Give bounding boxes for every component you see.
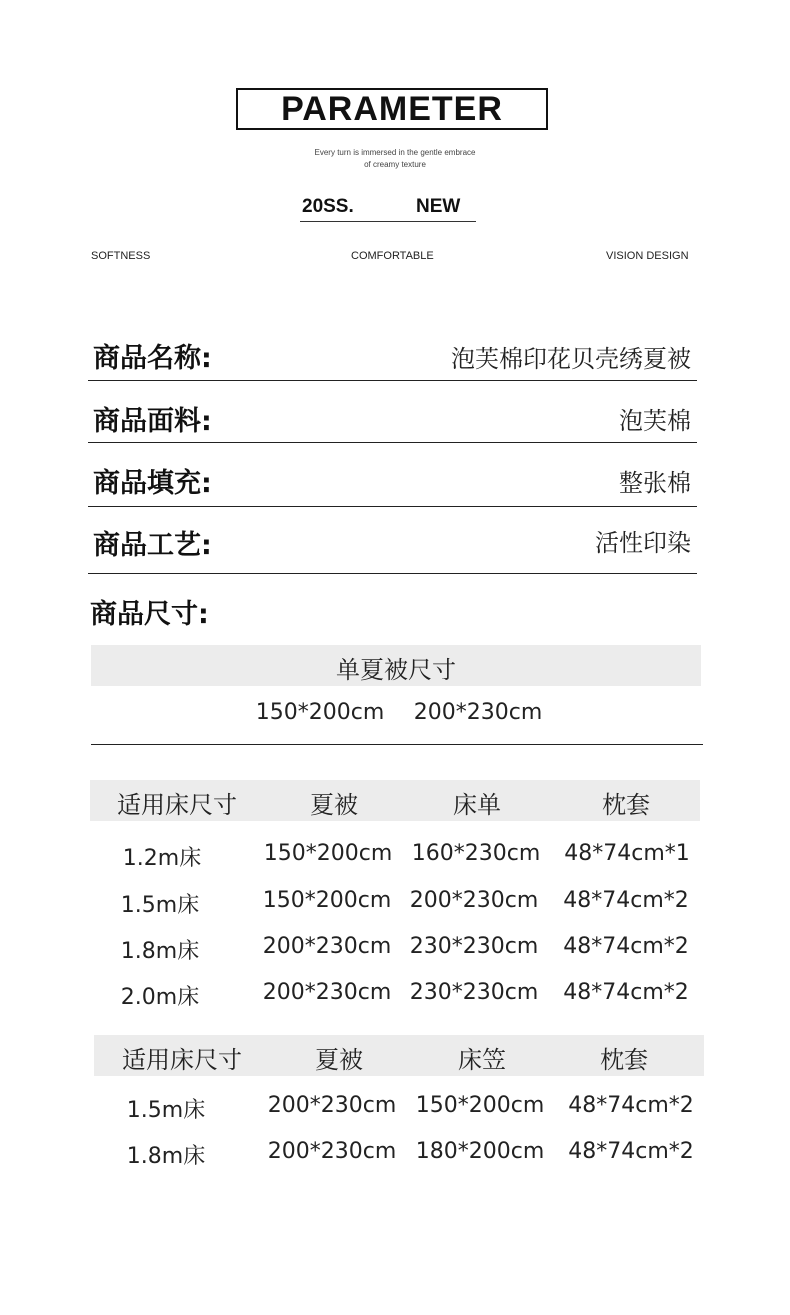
table-cell: 230*230cm (409, 980, 539, 1005)
tagline-line-2: of creamy texture (364, 160, 426, 169)
table2-header-band (94, 1035, 704, 1076)
table-cell: 200*230cm (262, 934, 392, 959)
table-cell: 48*74cm*2 (563, 888, 689, 913)
table-cell: 150*200cm (262, 888, 392, 913)
table-cell: 1.8m床 (120, 939, 200, 964)
table-header: 枕套 (600, 1046, 648, 1074)
table-cell: 180*200cm (415, 1139, 545, 1164)
table-cell: 1.2m床 (122, 846, 202, 871)
attr-row-craft (88, 507, 697, 574)
page-title: PARAMETER (281, 89, 503, 128)
season-right: NEW (416, 196, 461, 217)
table-header: 夏被 (310, 791, 358, 819)
table-cell: 230*230cm (409, 934, 539, 959)
attr-value: 活性印染 (595, 529, 691, 557)
attr-value: 泡芙棉 (619, 407, 691, 435)
divider (91, 744, 703, 745)
single-quilt-size: 200*230cm (413, 700, 543, 725)
table-header: 适用床尺寸 (117, 791, 237, 819)
single-quilt-header-band (91, 645, 701, 686)
table-cell: 1.8m床 (126, 1144, 206, 1169)
table-cell: 200*230cm (267, 1093, 397, 1118)
attr-value: 泡芙棉印花贝壳绣夏被 (451, 345, 691, 373)
attr-row-name (88, 330, 697, 381)
table-cell: 200*230cm (409, 888, 539, 913)
parameter-title-box (236, 88, 548, 130)
tagline-line-1: Every turn is immersed in the gentle embrace (314, 148, 476, 157)
table-header: 床单 (453, 791, 501, 819)
attr-label: 商品面料: (93, 406, 212, 437)
table-cell: 150*200cm (415, 1093, 545, 1118)
table-header: 夏被 (315, 1046, 363, 1074)
single-quilt-size: 150*200cm (255, 700, 385, 725)
feature-softness: SOFTNESS (91, 250, 151, 262)
table-cell: 48*74cm*2 (563, 934, 689, 959)
table-cell: 160*230cm (411, 841, 541, 866)
attr-row-fabric (88, 381, 697, 443)
table-cell: 200*230cm (267, 1139, 397, 1164)
single-quilt-title: 单夏被尺寸 (336, 656, 456, 684)
season-left: 20SS. (302, 196, 354, 217)
table1-header-band (90, 780, 700, 821)
attr-row-filling (88, 443, 697, 507)
table-header: 枕套 (602, 791, 650, 819)
feature-comfortable: COMFORTABLE (351, 250, 434, 262)
size-heading: 商品尺寸: (90, 599, 209, 630)
table-cell: 150*200cm (263, 841, 393, 866)
table-cell: 48*74cm*2 (568, 1139, 694, 1164)
attr-label: 商品填充: (93, 468, 212, 499)
table-cell: 48*74cm*2 (568, 1093, 694, 1118)
season-label (300, 195, 476, 222)
table-cell: 1.5m床 (126, 1098, 206, 1123)
attr-label: 商品名称: (93, 343, 212, 374)
table-cell: 1.5m床 (120, 893, 200, 918)
attr-label: 商品工艺: (93, 530, 212, 561)
table-cell: 200*230cm (262, 980, 392, 1005)
table-cell: 48*74cm*2 (563, 980, 689, 1005)
attr-value: 整张棉 (619, 469, 691, 497)
table-header: 适用床尺寸 (122, 1046, 242, 1074)
table-cell: 48*74cm*1 (564, 841, 690, 866)
table-cell: 2.0m床 (120, 985, 200, 1010)
feature-vision-design: VISION DESIGN (606, 250, 689, 262)
table-header: 床笠 (458, 1046, 506, 1074)
